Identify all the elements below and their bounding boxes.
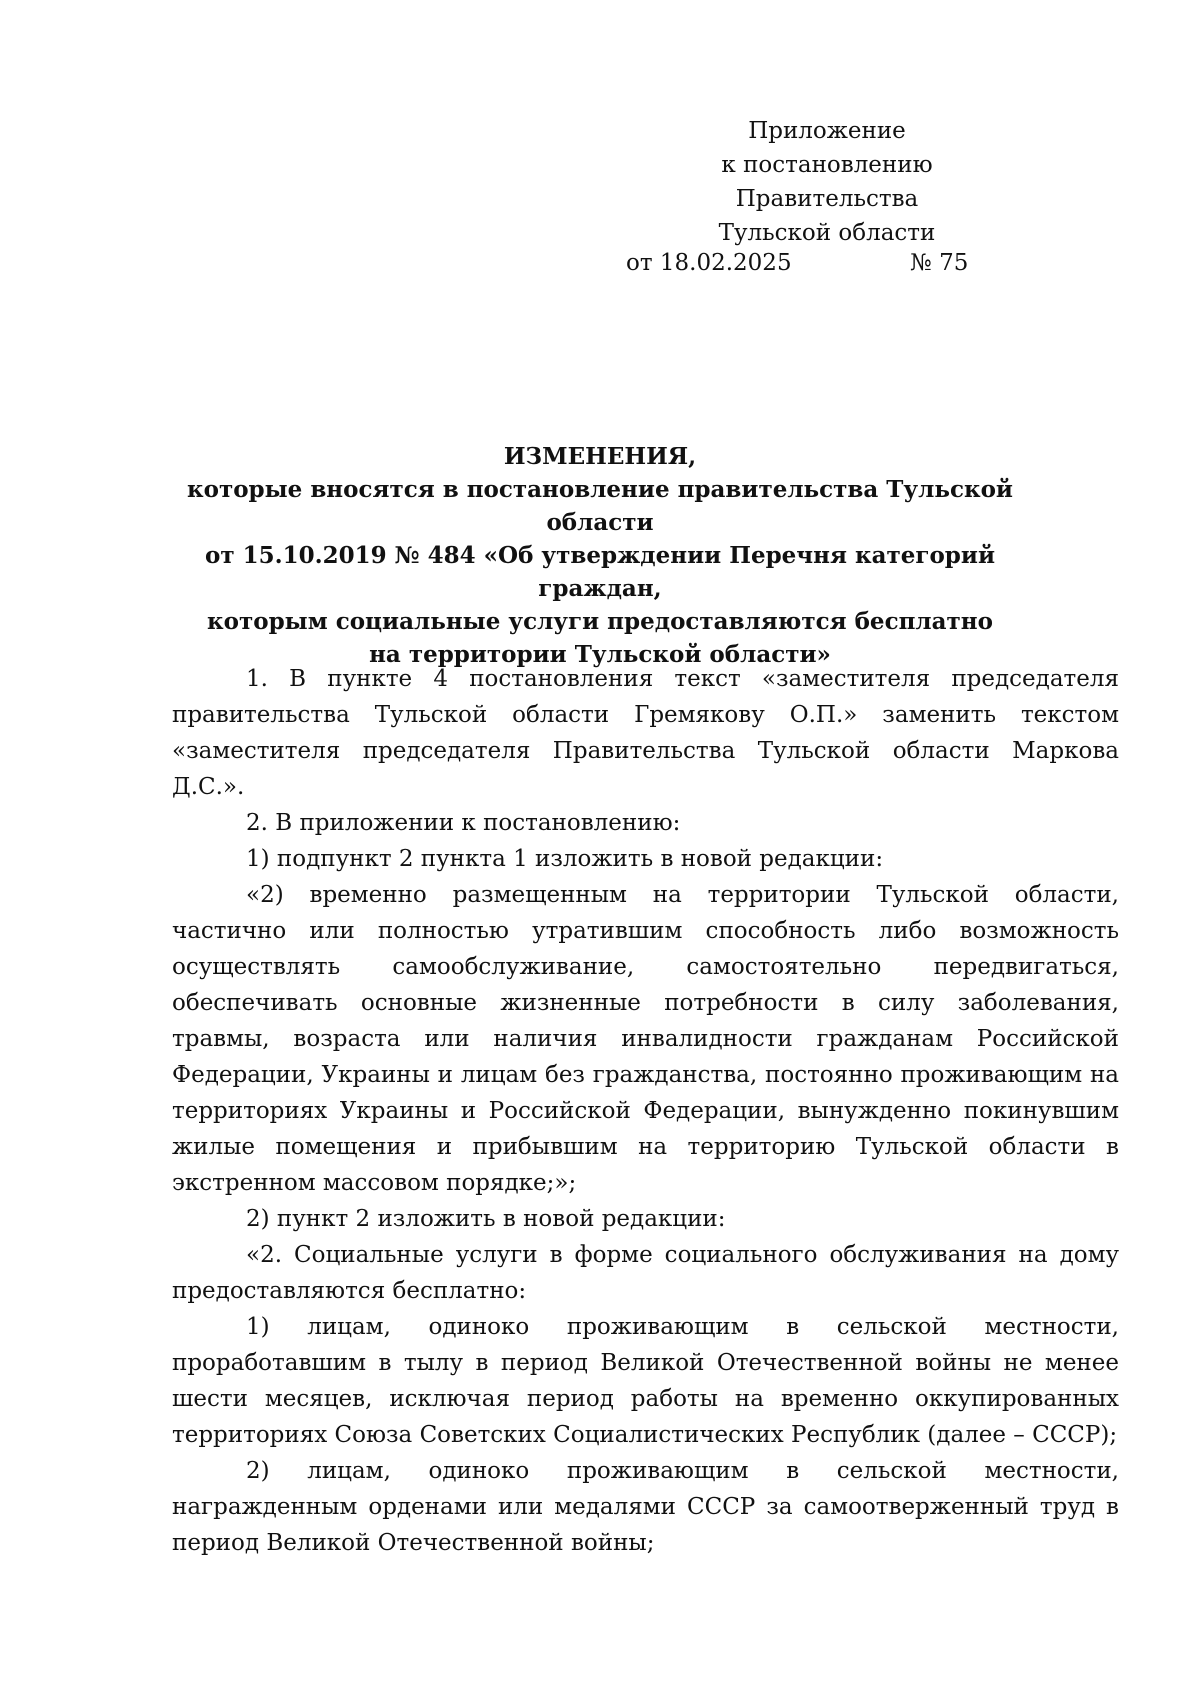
document-body — [172, 661, 1119, 1561]
appendix-region: Тульской области — [718, 220, 936, 246]
paragraph-1: 1. В пункте 4 постановления текст «заместителя председателя правительства Тульской области Гремякову О.П.» заменить текстом «заместителя председателя Правительства Тульской области Маркова Д.С.». — [172, 666, 1119, 800]
paragraph-2: 2. В приложении к постановлению: — [246, 810, 681, 836]
paragraph-4: «2) временно размещенным на территории Тульской области, частично или полностью утратившим способность либо возможность осуществлять самообслуживание, самостоятельно передвигаться, обеспечивать основные жизненные потребности в силу заболевания, травмы, возраста или наличия инвалидности гражданам Российской Федерации, Украины и лицам без гражданства, постоянно проживающим на территориях Украины и Российской Федерации, вынужденно покинувшим жилые помещения и прибывшим на территорию Тульской области в экстренном массовом порядке;»; — [172, 882, 1119, 1196]
title-line-3: от 15.10.2019 № 484 «Об утверждении Перечня категорий граждан, — [204, 542, 996, 602]
title-line-5: на территории Тульской области» — [369, 641, 831, 668]
document-date: от 18.02.2025 — [626, 250, 792, 276]
appendix-reference: к постановлению Правительства — [721, 152, 933, 212]
title-heading: ИЗМЕНЕНИЯ, — [503, 443, 697, 470]
paragraph-6: «2. Социальные услуги в форме социального обслуживания на дому предоставляются бесплатно: — [172, 1242, 1119, 1304]
document-title — [175, 440, 1025, 671]
paragraph-3: 1) подпункт 2 пункта 1 изложить в новой редакции: — [246, 846, 884, 872]
document-number: № 75 — [910, 250, 969, 276]
title-line-4: которым социальные услуги предоставляются бесплатно — [207, 608, 993, 635]
paragraph-5: 2) пункт 2 изложить в новой редакции: — [246, 1206, 726, 1232]
title-line-2: которые вносятся в постановление правительства Тульской области — [187, 476, 1013, 536]
paragraph-8: 2) лицам, одиноко проживающим в сельской местности, награжденным орденами или медалями СССР за самоотверженный труд в период Великой Отечественной войны; — [172, 1458, 1119, 1556]
appendix-title: Приложение — [748, 118, 906, 144]
paragraph-7: 1) лицам, одиноко проживающим в сельской местности, проработавшим в тылу в период Великой Отечественной войны не менее шести месяцев, исключая период работы на временно оккупированных территориях Союза Советских Социалистических Республик (далее – СССР); — [172, 1314, 1119, 1448]
appendix-header — [627, 114, 1027, 250]
